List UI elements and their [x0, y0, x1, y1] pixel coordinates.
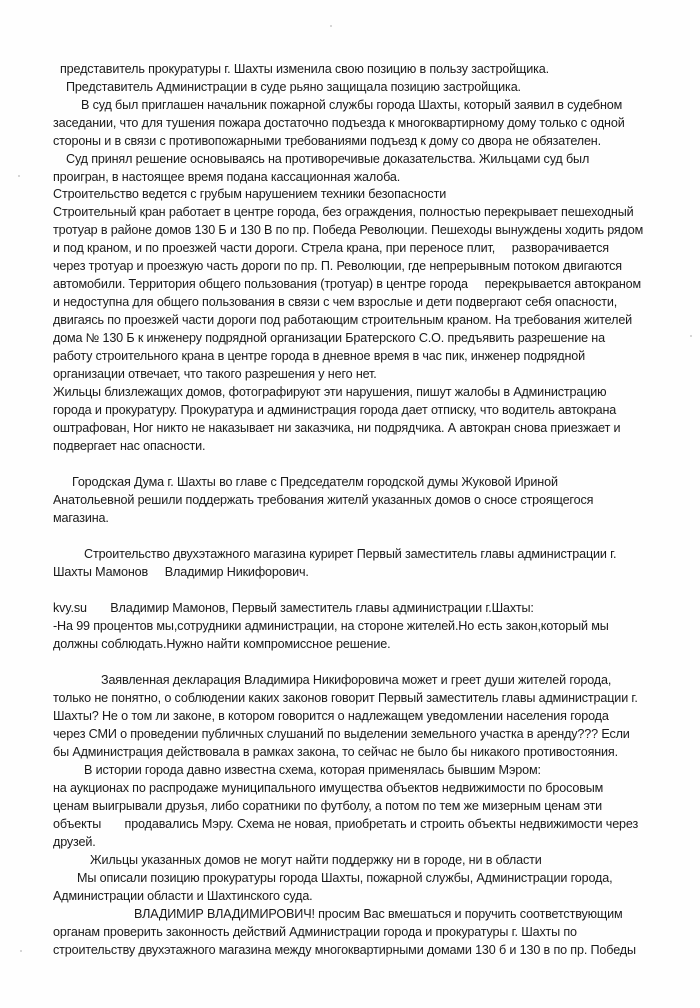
document-text-line: -На 99 процентов мы,сотрудники администрации, на стороне жителей.Но есть закон,который мы [53, 619, 609, 633]
document-text-line: kvy.su Владимир Мамонов, Первый заместитель главы администрации г.Шахты: [53, 601, 534, 615]
document-text-line: В истории города давно известна схема, которая применялась бывшим Мэром: [84, 763, 541, 777]
document-text-line: подвергает нас опасности. [53, 439, 206, 453]
document-text-line: Городская Дума г. Шахты во главе с Председателм городской думы Жуковой Ириной [72, 475, 558, 489]
scan-speck [690, 335, 692, 337]
document-text-line: Анатольевной решили поддержать требования жителй указанных домов о сносе строящегося [53, 493, 594, 507]
document-text-line: оштрафован, Ног никто не наказывает ни заказчика, ни подрядчика. А автокран снова приезжает и [53, 421, 621, 435]
document-text-line: Администрации области и Шахтинского суда. [53, 889, 313, 903]
document-text-line: через тротуар и проезжую часть дороги по пр. П. Революции, где непрерывным потоком двигаются [53, 259, 622, 273]
scan-speck [20, 950, 22, 952]
document-text-line: и недоступна для общего пользования в связи с чем взрослые и дети подвергают себя опасности, [53, 295, 618, 309]
document-text-line: друзей. [53, 835, 96, 849]
document-text-line: двигаясь по проезжей части дороги под работающим строительным краном. На требования жителей [53, 313, 633, 327]
document-text-line: Суд принял решение основываясь на противоречивые доказательства. Жильцами суд был [66, 152, 590, 166]
document-text-line: Шахты? Не о том ли законе, в котором говорится о надлежащем уведомлении населения города [53, 709, 609, 723]
document-text-line: заседании, что для тушения пожара достаточно подъезда к многоквартирному дому только с одной [53, 116, 625, 130]
document-text-line: представитель прокуратуры г. Шахты изменила свою позицию в пользу застройщика. [60, 62, 549, 76]
document-text-line: дома № 130 Б к инженеру подрядной организации Братерского С.О. предъявить разрешение на [53, 331, 605, 345]
document-text-line: Мы описали позицию прокуратуры города Шахты, пожарной службы, Администрации города, [77, 871, 613, 885]
scan-speck [330, 25, 332, 27]
document-text-line: должны соблюдать.Нужно найти компромиссное решение. [53, 637, 391, 651]
document-text-line: Строительство двухэтажного магазина курирет Первый заместитель главы администрации г. [84, 547, 617, 561]
document-text-line: Жильцы указанных домов не могут найти поддержку ни в городе, ни в области [90, 853, 542, 867]
document-text-line: только не понятно, о соблюдении каких законов говорит Первый заместитель главы администрации г. [53, 691, 638, 705]
document-text-line: Строительный кран работает в центре города, без ограждения, полностью перекрывает пешеходный [53, 205, 634, 219]
document-text-line: Представитель Администрации в суде рьяно защищала позицию застройщика. [66, 80, 521, 94]
document-text-line: Жильцы близлежащих домов, фотографируют эти нарушения, пишут жалобы в Администрацию [53, 385, 607, 399]
document-text-line: на аукционах по распродаже муниципального имущества объектов недвижимости по бросовым [53, 781, 604, 795]
document-text-line: автомобили. Территория общего пользования (тротуар) в центре города перекрывается автокраном [53, 277, 641, 291]
document-text-line: через СМИ о проведении публичных слушаний по выделении земельного участка в аренду??? Если [53, 727, 630, 741]
document-text-line: ценам выигрывали друзья, либо соратники по футболу, а потом по тем же мизерным ценам эти [53, 799, 603, 813]
scan-speck [18, 175, 20, 177]
document-text-line: В суд был приглашен начальник пожарной службы города Шахты, который заявил в судебном [81, 98, 623, 112]
document-text-line: магазина. [53, 511, 109, 525]
document-text-line: бы Администрация действовала в рамках закона, то сейчас не было бы никакого противостояния. [53, 745, 618, 759]
document-text-line: города и прокуратуру. Прокуратура и администрация города дает отписку, что водитель автокрана [53, 403, 617, 417]
document-text-line: Заявленная декларация Владимира Никифоровича может и греет души жителей города, [101, 673, 612, 687]
document-text-line: работу строительного крана в центре города в дневное время в час пик, инженер подрядной [53, 349, 586, 363]
document-text-line: организации отвечает, что такого разрешения у него нет. [53, 367, 377, 381]
document-text-line: проигран, в настоящее время подана кассационная жалоба. [53, 170, 401, 184]
document-text-line: Строительство ведется с грубым нарушением техники безопасности [53, 187, 447, 201]
document-text-line: объекты продавались Мэру. Схема не новая, приобретать и строить объекты недвижимости через [53, 817, 639, 831]
document-text-line: и под краном, и по проезжей части дороги. Стрела крана, при переносе плит, разворачивается [53, 241, 609, 255]
document-text-line: стороны и в связи с противопожарными требованиями подъезд к дому со двора не обязателен. [53, 134, 601, 148]
document-text-line: ВЛАДИМИР ВЛАДИМИРОВИЧ! просим Вас вмешаться и поручить соответствующим [134, 907, 623, 921]
document-text-line: тротуар в районе домов 130 Б и 130 В по пр. Победа Революции. Пешеходы вынуждены ходить рядом [53, 223, 644, 237]
document-text-line: строительству двухэтажного магазина между многоквартирными домами 130 б и 130 в по пр. Победы [53, 943, 636, 957]
document-text-line: Шахты Мамонов Владимир Никифорович. [53, 565, 309, 579]
document-text-line: органам проверить законность действий Администрации города и прокуратуры г. Шахты по [53, 925, 577, 939]
